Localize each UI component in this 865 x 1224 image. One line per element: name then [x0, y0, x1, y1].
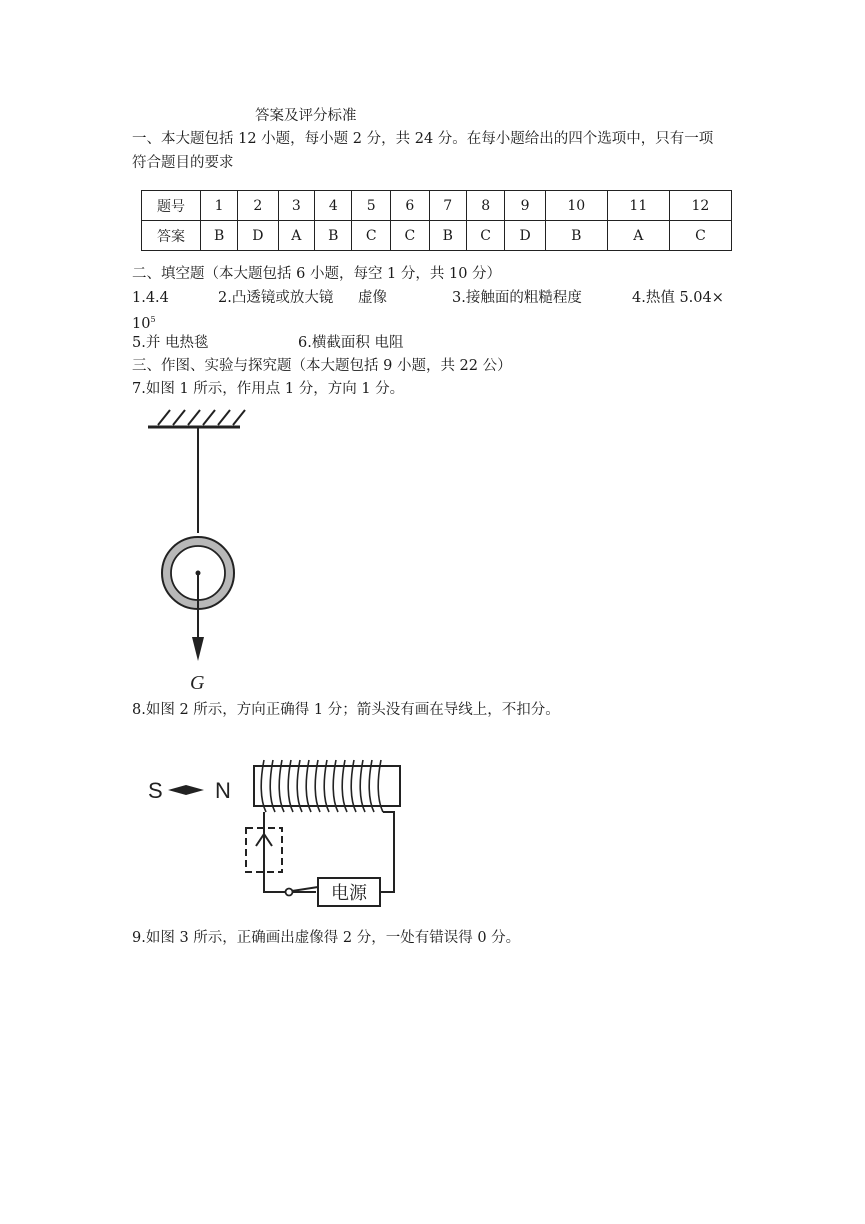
number-cell: 5: [352, 191, 391, 221]
answer-cell: B: [315, 221, 352, 251]
answer-cell: B: [201, 221, 238, 251]
compass-needle: [168, 785, 204, 795]
answer-cell: C: [352, 221, 391, 251]
south-pole-label: S: [148, 778, 163, 803]
fill-answer-4: 4.热值 5.04×: [632, 290, 724, 306]
table-row: [142, 191, 732, 221]
answer-table: [141, 190, 732, 251]
answer-cell: A: [278, 221, 315, 251]
fill-answer-2b: 虚像: [358, 290, 387, 306]
switch-contact: [286, 889, 293, 896]
header-label-cell: 题号: [142, 191, 201, 221]
switch-lever: [292, 887, 318, 891]
number-cell: 1: [201, 191, 238, 221]
question-8-text: 8.如图 2 所示，方向正确得 1 分；箭头没有画在导线上，不扣分。: [132, 702, 560, 718]
ceiling-support: [148, 410, 245, 427]
number-cell: 7: [429, 191, 466, 221]
section3-heading: 三、作图、实验与探究题（本大题包括 9 小题，共 22 公）: [132, 358, 512, 374]
number-cell: 4: [315, 191, 352, 221]
section1-line2: 符合题目的要求: [132, 155, 234, 171]
number-cell: 2: [238, 191, 278, 221]
number-cell: 11: [607, 191, 669, 221]
answer-cell: C: [669, 221, 731, 251]
power-exponent: 5: [150, 315, 156, 324]
number-cell: 10: [545, 191, 607, 221]
answer-cell: B: [429, 221, 466, 251]
answer-cell: B: [545, 221, 607, 251]
section2-heading: 二、填空题（本大题包括 6 小题，每空 1 分，共 10 分）: [132, 266, 502, 282]
north-pole-label: N: [215, 778, 231, 803]
table-row: [142, 221, 732, 251]
answer-cell: D: [505, 221, 545, 251]
answer-cell: A: [607, 221, 669, 251]
number-cell: 3: [278, 191, 315, 221]
fill-answer-2: 2.凸透镜或放大镜: [218, 290, 334, 306]
doc-title: 答案及评分标准: [255, 108, 357, 124]
power-source-label: 电源: [331, 883, 367, 904]
fill-answer-6: 6.横截面积 电阻: [298, 335, 404, 351]
gravity-label: G: [190, 672, 205, 694]
fill-answer-3: 3.接触面的粗糙程度: [452, 290, 582, 306]
figure-2-solenoid-circuit: [140, 750, 410, 915]
answer-label-cell: 答案: [142, 221, 201, 251]
answer-cell: C: [466, 221, 505, 251]
number-cell: 12: [669, 191, 731, 221]
gravity-arrow-head: [192, 637, 204, 661]
number-cell: 6: [391, 191, 430, 221]
number-cell: 9: [505, 191, 545, 221]
fill-answer-4-power: [132, 310, 156, 334]
power-base: 10: [132, 315, 151, 332]
answer-cell: C: [391, 221, 430, 251]
figure-1-hanging-ball: [140, 405, 250, 695]
fill-answer-5: 5.并 电热毯: [132, 335, 209, 351]
answer-cell: D: [238, 221, 278, 251]
fill-answer-1: 1.4.4: [132, 290, 169, 306]
section1-line1: 一、本大题包括 12 小题，每小题 2 分，共 24 分。在每小题给出的四个选项中，只有一项: [132, 131, 714, 147]
question-9-text: 9.如图 3 所示，正确画出虚像得 2 分，一处有错误得 0 分。: [132, 930, 521, 946]
question-7-text: 7.如图 1 所示，作用点 1 分，方向 1 分。: [132, 381, 405, 397]
number-cell: 8: [466, 191, 505, 221]
